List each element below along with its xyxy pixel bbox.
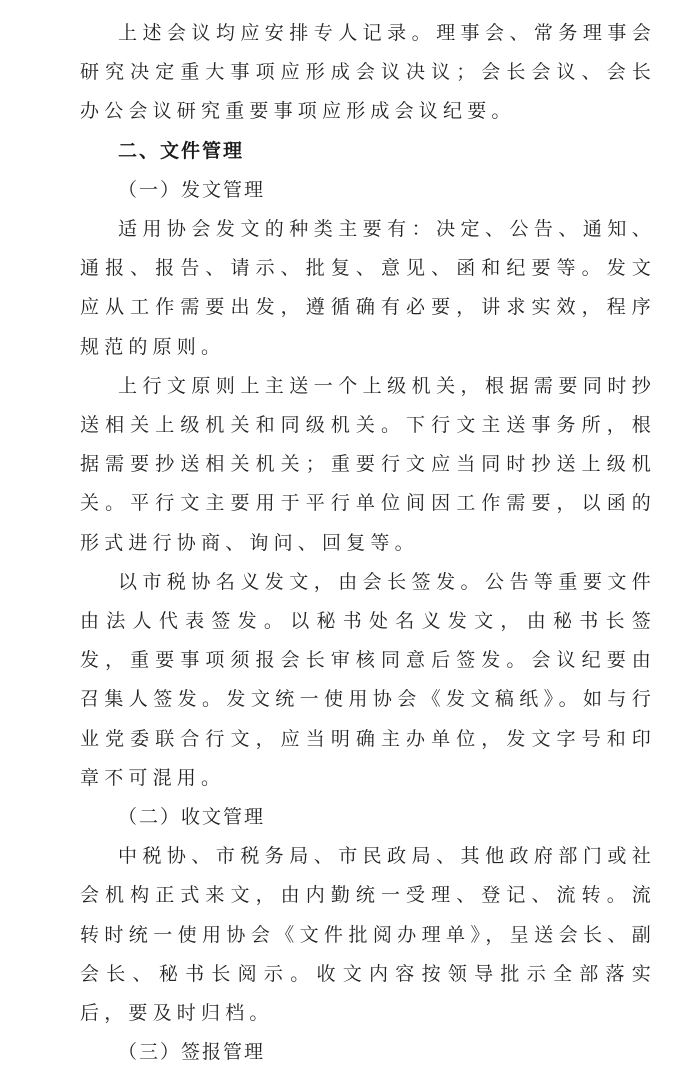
paragraph-dispatch-types: 适用协会发文的种类主要有：决定、公告、通知、通报、报告、请示、批复、意见、函和纪要等。发文应从工作需要出发，遵循确有必要，讲求实效，程序规范的原则。 — [80, 218, 656, 358]
subheading-receipt-management: （二）收文管理 — [118, 806, 266, 829]
section-heading-file-management: 二、文件管理 — [118, 139, 245, 162]
paragraph-dispatch-routing: 上行文原则上主送一个上级机关，根据需要同时抄送相关上级机关和同级机关。下行文主送事务所，根据需要抄送相关机关；重要行文应当同时抄送上级机关。平行文主要用于平行单位间因工作需要，以函的形式进行协商、询问、回复等。 — [80, 374, 656, 554]
subheading-report-management: （三）签报管理 — [118, 1041, 266, 1064]
paragraph-dispatch-signing: 以市税协名义发文，由会长签发。公告等重要文件由法人代表签发。以秘书处名义发文，由秘书长签发，重要事项须报会长审核同意后签发。会议纪要由召集人签发。发文统一使用协会《发文稿纸》。如与行业党委联合行文，应当明确主办单位，发文字号和印章不可混用。 — [80, 570, 656, 789]
paragraph-meeting-records: 上述会议均应安排专人记录。理事会、常务理事会研究决定重大事项应形成会议决议；会长会议、会长办公会议研究重要事项应形成会议纪要。 — [80, 22, 656, 123]
subheading-dispatch-management: （一）发文管理 — [118, 178, 266, 201]
paragraph-receipt-processing: 中税协、市税务局、市民政局、其他政府部门或社会机构正式来文，由内勤统一受理、登记、流转。流转时统一使用协会《文件批阅办理单》，呈送会长、副会长、秘书长阅示。收文内容按领导批示全部落实后，要及时归档。 — [80, 845, 656, 1025]
